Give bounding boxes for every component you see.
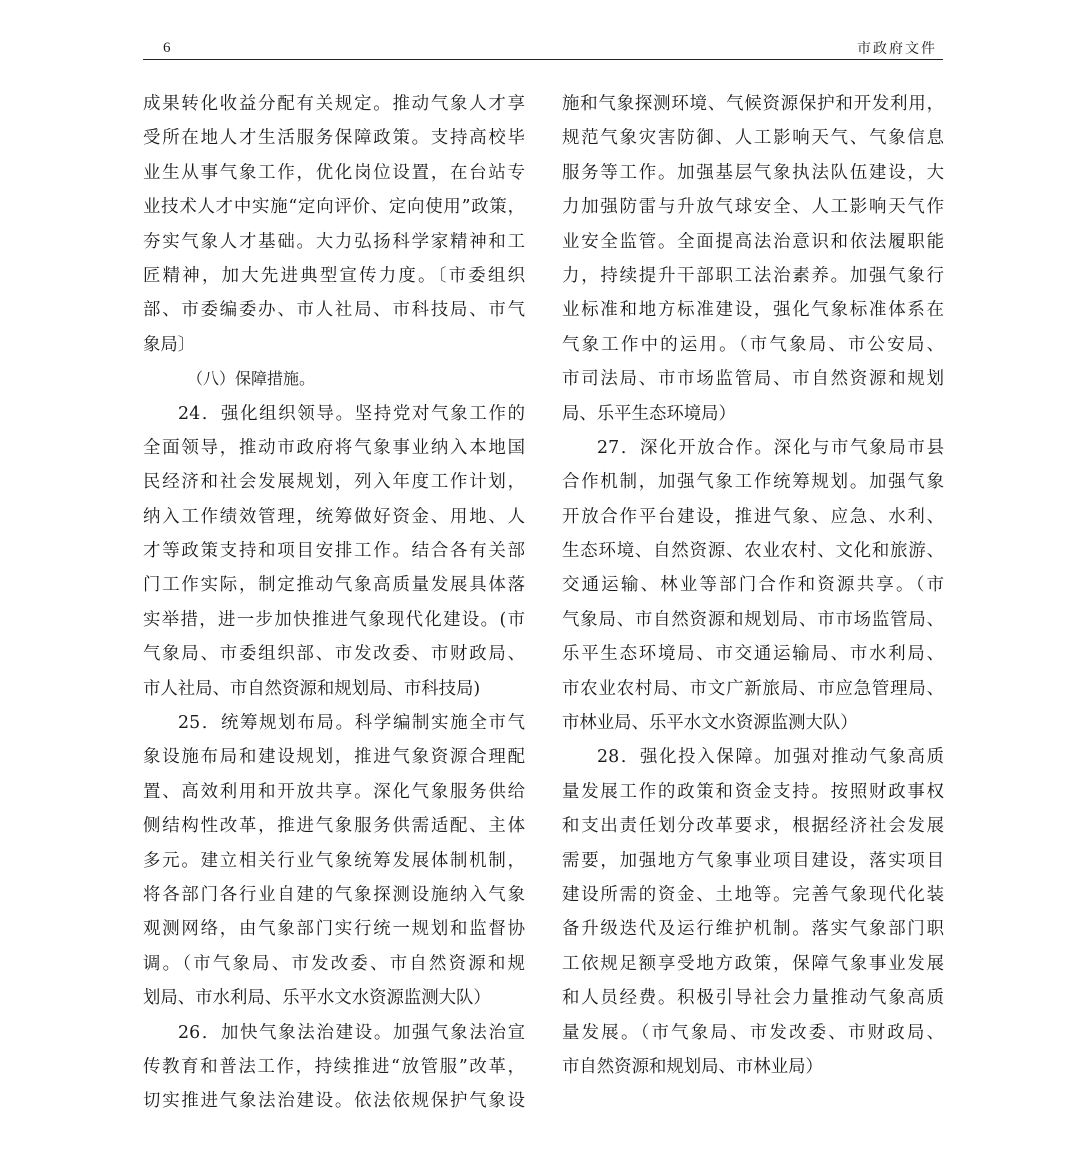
text-line: 民经济和社会发展规划，列入年度工作计划， [143, 472, 525, 493]
text-line: 匠精神，加大先进典型宣传力度。〔市委组织 [143, 265, 525, 286]
header-divider [143, 59, 943, 60]
text-line: 受所在地人才生活服务保障政策。支持高校毕 [143, 128, 525, 149]
text-line: 业安全监管。全面提高法治意识和依法履职能 [562, 231, 944, 252]
text-line: 力加强防雷与升放气球安全、人工影响天气作 [562, 197, 944, 218]
text-line: 开放合作平台建设，推进气象、应急、水利、 [562, 506, 944, 527]
text-line: 量发展工作的政策和资金支持。按照财政事权 [562, 781, 944, 802]
text-line: 26．加快气象法治建设。加强气象法治宣 [178, 1022, 525, 1043]
text-line: 量发展。（市气象局、市发改委、市财政局、 [562, 1022, 944, 1043]
text-line: 施和气象探测环境、气候资源保护和开发利用， [562, 94, 944, 114]
text-line: 划局、市水利局、乐平水文水资源监测大队） [143, 988, 491, 1009]
text-line: 业生从事气象工作，优化岗位设置，在台站专 [143, 162, 525, 183]
text-line: 置、高效利用和开放共享。深化气象服务供给 [143, 781, 525, 802]
text-line: 部、市委编委办、市人社局、市科技局、市气 [143, 300, 525, 321]
text-line: 象设施布局和建设规划，推进气象资源合理配 [143, 747, 525, 768]
text-line: 纳入工作绩效管理，统筹做好资金、用地、人 [143, 506, 525, 527]
text-line: 25．统筹规划布局。科学编制实施全市气 [178, 713, 525, 734]
text-line: 观测网络，由气象部门实行统一规划和监督协 [143, 919, 525, 940]
text-line: 规范气象灾害防御、人工影响天气、气象信息 [562, 128, 944, 149]
text-line: 力，持续提升干部职工法治素养。加强气象行 [562, 265, 944, 286]
text-line: 市人社局、市自然资源和规划局、市科技局) [143, 678, 481, 699]
text-line: 市自然资源和规划局、市林业局） [562, 1056, 823, 1077]
text-line: 和支出责任划分改革要求，根据经济社会发展 [562, 816, 944, 837]
text-line: 业标准和地方标准建设，强化气象标准体系在 [562, 300, 944, 321]
text-line: 气象局、市自然资源和规划局、市市场监管局、 [562, 609, 944, 630]
text-line: 备升级迭代及运行维护机制。落实气象部门职 [562, 919, 944, 940]
right-text-column [562, 87, 944, 1084]
text-line: 多元。建立相关行业气象统筹发展体制机制， [143, 850, 525, 871]
text-line: 和人员经费。积极引导社会力量推动气象高质 [562, 988, 944, 1009]
text-line: 象局〕 [143, 334, 196, 355]
text-line: 需要，加强地方气象事业项目建设，落实项目 [562, 850, 944, 871]
page-header [143, 36, 943, 60]
left-text-column [143, 87, 525, 1119]
text-line: 乐平生态环境局、市交通运输局、市水利局、 [562, 644, 944, 665]
text-line: 市林业局、乐平水文水资源监测大队） [562, 713, 858, 734]
text-line: 门工作实际，制定推动气象高质量发展具体落 [143, 575, 525, 596]
text-line: 27．深化开放合作。深化与市气象局市县 [597, 437, 944, 458]
text-line: 切实推进气象法治建设。依法依规保护气象设 [143, 1091, 525, 1112]
text-line: 建设所需的资金、土地等。完善气象现代化装 [562, 884, 944, 905]
text-line: 交通运输、林业等部门合作和资源共享。（市 [562, 575, 944, 596]
text-line: 成果转化收益分配有关规定。推动气象人才享 [143, 94, 525, 114]
text-line: 24．强化组织领导。坚持党对气象工作的 [178, 403, 525, 424]
text-line: 调。（市气象局、市发改委、市自然资源和规 [143, 953, 525, 974]
text-line: 市司法局、市市场监管局、市自然资源和规划 [562, 369, 944, 390]
text-line: 局、乐平生态环境局） [562, 403, 736, 424]
header-title: 市政府文件 [857, 41, 937, 57]
text-line: 气象局、市委组织部、市发改委、市财政局、 [143, 644, 525, 665]
text-line: 业技术人才中实施“定向评价、定向使用”政策， [143, 197, 525, 218]
text-line: 气象工作中的运用。（市气象局、市公安局、 [562, 334, 944, 355]
text-line: 将各部门各行业自建的气象探测设施纳入气象 [143, 884, 525, 905]
text-line: 生态环境、自然资源、农业农村、文化和旅游、 [562, 541, 944, 562]
section-heading: （八）保障措施。 [187, 369, 316, 389]
text-line: 全面领导，推动市政府将气象事业纳入本地国 [143, 437, 525, 458]
text-line: 才等政策支持和项目安排工作。结合各有关部 [143, 541, 525, 562]
text-line: 市农业农村局、市文广新旅局、市应急管理局、 [562, 678, 944, 699]
text-line: 合作机制，加强气象工作统筹规划。加强气象 [562, 472, 944, 493]
text-line: 工依规足额享受地方政策，保障气象事业发展 [562, 953, 944, 974]
text-line: 实举措，进一步加快推进气象现代化建设。(市 [143, 609, 525, 630]
text-line: 传教育和普法工作，持续推进“放管服”改革， [143, 1056, 525, 1077]
text-line: 侧结构性改革，推进气象服务供需适配、主体 [143, 816, 525, 837]
text-line: 夯实气象人才基础。大力弘扬科学家精神和工 [143, 231, 525, 252]
text-line: 28．强化投入保障。加强对推动气象高质 [597, 747, 944, 768]
text-line: 服务等工作。加强基层气象执法队伍建设，大 [562, 162, 944, 183]
page-number: 6 [163, 40, 171, 56]
